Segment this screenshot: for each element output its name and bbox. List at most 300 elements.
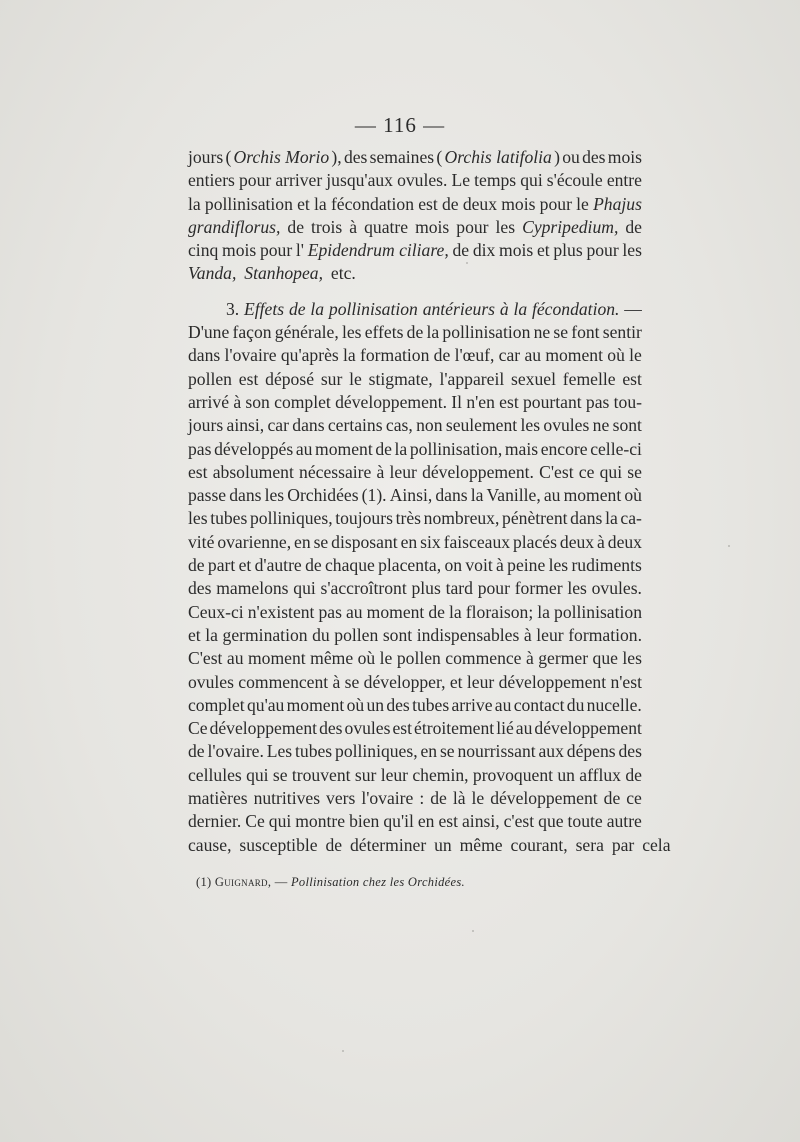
word: les	[341, 322, 362, 343]
word: des	[618, 741, 642, 762]
word: l'	[295, 240, 304, 261]
text-line	[188, 740, 642, 763]
word: Orchidées	[287, 485, 359, 506]
word: à	[233, 391, 242, 412]
word: la	[449, 601, 462, 622]
word: de	[428, 601, 445, 622]
word: pas	[188, 438, 212, 459]
word: par	[611, 834, 635, 855]
word: pour	[238, 170, 272, 191]
word: Effets	[244, 298, 285, 319]
word: où	[607, 345, 625, 366]
word: ),	[331, 147, 342, 167]
word: la	[343, 345, 356, 366]
text-line	[188, 624, 642, 647]
word: développement.	[422, 461, 534, 482]
word: absolument	[212, 461, 294, 482]
word: est	[438, 811, 459, 832]
word: arrive	[451, 694, 493, 715]
word: Le	[451, 170, 471, 191]
word: moment	[545, 345, 603, 366]
text-line	[188, 391, 642, 414]
word: la	[426, 322, 440, 343]
word: vité	[188, 531, 215, 552]
word: là	[452, 788, 466, 809]
word: jours	[188, 147, 224, 167]
word: moment	[286, 694, 345, 715]
word: la	[513, 298, 528, 319]
word: qui	[520, 170, 543, 191]
text-line	[188, 554, 642, 577]
word: les	[264, 485, 285, 506]
word: de	[603, 788, 621, 809]
word: pour	[586, 240, 619, 261]
word: mois	[501, 193, 536, 214]
word: faisceaux	[443, 531, 511, 552]
word: mois	[222, 240, 257, 261]
word: le	[629, 345, 642, 366]
word: Ainsi,	[389, 485, 433, 506]
word: tubes	[210, 508, 248, 529]
word: pour	[456, 216, 489, 237]
word: passe	[188, 485, 227, 506]
word: où	[624, 485, 642, 506]
word: femelle	[562, 368, 616, 389]
word: tou-	[613, 391, 642, 412]
word: en	[420, 741, 438, 762]
word: trouvent	[291, 764, 351, 785]
text-line	[188, 438, 642, 461]
word: Ce	[188, 718, 208, 739]
word: au	[543, 485, 561, 506]
word: les	[622, 240, 642, 261]
word: six	[420, 531, 441, 552]
word: plus	[411, 578, 441, 599]
word: cellules	[188, 764, 242, 785]
word: complet	[274, 391, 331, 412]
word: développement.	[335, 391, 447, 412]
word: provoquent	[472, 764, 554, 785]
word: les	[622, 648, 642, 669]
word: déterminer	[350, 834, 427, 855]
word: autre	[606, 811, 642, 832]
word: sexuel	[511, 368, 556, 389]
word: l'ovaire	[361, 788, 414, 809]
word: Phajus	[593, 193, 642, 214]
word: est	[238, 368, 259, 389]
word: entiers	[188, 170, 235, 191]
word: de	[452, 240, 470, 261]
word: ainsi,	[226, 415, 265, 436]
footnote-author: Guignard,	[214, 875, 272, 889]
word: un	[434, 834, 452, 855]
word: est	[499, 391, 519, 412]
word: formation.	[568, 624, 642, 645]
word: et	[449, 671, 463, 692]
word: jusqu'aux	[326, 170, 393, 191]
word: car	[498, 345, 521, 366]
word: à	[376, 461, 385, 482]
word: lié	[496, 718, 514, 739]
page-number: — 116 —	[354, 113, 446, 137]
word: dans	[435, 485, 468, 506]
footnote-dash: —	[274, 875, 288, 889]
word: s'accroîtront	[320, 578, 407, 599]
word: ainsi,	[462, 811, 500, 832]
text-line	[188, 647, 642, 670]
word: D'une	[188, 322, 230, 343]
word: et	[188, 624, 201, 645]
footnote	[196, 875, 465, 890]
word: Epidendrum ciliare,	[307, 240, 449, 261]
word: des	[188, 578, 212, 599]
word: de	[325, 834, 343, 855]
word: fécondation.	[531, 298, 620, 319]
word: celle-ci	[590, 438, 642, 459]
word: et	[536, 240, 550, 261]
word: de	[441, 193, 459, 214]
word: dans	[229, 485, 262, 506]
word: indispensables	[416, 624, 520, 645]
text-line	[188, 344, 642, 367]
word: moment	[366, 601, 425, 622]
word: n'est	[610, 671, 642, 692]
text-line	[188, 216, 642, 239]
word: du	[566, 694, 585, 715]
word: et	[297, 193, 310, 214]
word: au	[524, 345, 542, 366]
word: l'œuf,	[454, 345, 495, 366]
word: deux	[559, 531, 595, 552]
word: ovules	[543, 415, 590, 436]
word: etc.	[330, 263, 356, 284]
word: mois	[607, 147, 642, 167]
word: pollinisation	[442, 322, 531, 343]
word: des	[319, 718, 343, 739]
word: Cypripedium,	[522, 216, 619, 237]
word: se	[344, 671, 360, 692]
word: le	[379, 648, 393, 669]
word: leur	[389, 461, 417, 482]
word: deux	[462, 193, 498, 214]
word: leur	[380, 764, 409, 785]
word: pénètrent	[502, 508, 568, 529]
word: dix	[472, 240, 496, 261]
word: nourrissant	[457, 741, 536, 762]
word: qui	[293, 578, 316, 599]
word: toute	[567, 811, 603, 832]
word: développement	[534, 718, 642, 739]
word: pollen	[396, 648, 441, 669]
paragraph-gap	[188, 286, 642, 298]
word: (	[436, 147, 443, 167]
word: placenta,	[378, 555, 442, 576]
word: ovarienne,	[217, 531, 292, 552]
word: qui	[599, 461, 623, 482]
word: qu'au	[246, 694, 285, 715]
word: plus	[553, 240, 583, 261]
text-line	[188, 717, 642, 740]
word: sont	[382, 624, 413, 645]
word: cas,	[385, 415, 413, 436]
word: est	[622, 368, 642, 389]
word: nucelle.	[586, 694, 642, 715]
word: quatre	[364, 216, 409, 237]
text-line	[188, 321, 642, 344]
word: pollinisation	[554, 601, 642, 622]
word: pollinisation	[328, 298, 418, 319]
text-line	[188, 484, 642, 507]
word: la	[537, 601, 550, 622]
word: C'est	[188, 648, 223, 669]
word: les	[520, 415, 541, 436]
word: ne	[592, 415, 610, 436]
text-line	[188, 262, 642, 285]
text-line	[188, 368, 642, 391]
word: sont	[612, 415, 642, 436]
word: ovules	[188, 671, 234, 692]
text-line	[188, 694, 642, 717]
word: former	[514, 578, 563, 599]
word: qui	[246, 764, 269, 785]
word: se	[439, 741, 455, 762]
word: façon	[232, 322, 272, 343]
word: nutritives	[253, 788, 321, 809]
word: d'autre	[254, 555, 302, 576]
word: le	[576, 193, 589, 214]
word: sur	[354, 764, 377, 785]
word: trois	[311, 216, 343, 237]
word: formation	[360, 345, 430, 366]
word: ne	[533, 322, 551, 343]
word: nombreux,	[423, 508, 500, 529]
word: rudiments	[571, 555, 642, 576]
word: qu'après	[280, 345, 339, 366]
word: la	[205, 624, 218, 645]
word: développement	[209, 718, 318, 739]
word: où	[357, 648, 376, 669]
text-line	[188, 169, 642, 192]
word: cause,	[188, 834, 232, 855]
word: pollen	[188, 368, 232, 389]
word: courant,	[510, 834, 568, 855]
word: antérieurs	[422, 298, 496, 319]
word: cela	[642, 834, 671, 855]
word: C'est	[539, 461, 574, 482]
word: s'écoule	[546, 170, 603, 191]
word: bien	[349, 811, 380, 832]
body-text	[188, 146, 671, 857]
word: commencent	[238, 671, 329, 692]
word: les	[188, 508, 208, 529]
word: encore	[540, 438, 588, 459]
word: à	[523, 624, 532, 645]
word: ou	[562, 147, 580, 167]
word: les	[495, 216, 516, 237]
word: développer,	[363, 671, 446, 692]
text-line	[188, 193, 642, 216]
word: est	[188, 461, 208, 482]
word: ovules	[344, 718, 391, 739]
word: afflux	[579, 764, 621, 785]
word: moment	[315, 438, 373, 459]
word: tubes	[412, 694, 450, 715]
word: l'ovaire	[224, 345, 277, 366]
word: le	[471, 788, 485, 809]
word: jours	[188, 415, 224, 436]
word: :	[419, 788, 425, 809]
word: part	[207, 555, 236, 576]
word: des	[582, 147, 606, 167]
text-line	[188, 414, 642, 437]
text-line	[188, 239, 642, 262]
word: tubes	[295, 741, 333, 762]
word: semaines	[369, 147, 435, 167]
word: en	[417, 811, 435, 832]
word: pollinisation	[204, 193, 293, 214]
word: dans	[292, 415, 325, 436]
word: vers	[326, 788, 356, 809]
word: ovules.	[397, 170, 448, 191]
word: voit	[465, 555, 493, 576]
word: la	[394, 438, 408, 459]
paper-speck	[342, 1050, 344, 1052]
text-line	[188, 810, 642, 833]
word: l'appareil	[439, 368, 505, 389]
word: développement	[490, 788, 598, 809]
word: pourtant	[523, 391, 582, 412]
word: ca-	[620, 508, 642, 529]
word: grandiflorus,	[188, 216, 281, 237]
word: générale,	[274, 322, 339, 343]
word: commence	[445, 648, 522, 669]
word: moment	[248, 648, 306, 669]
word: c'est	[503, 811, 535, 832]
footnote-title: Pollinisation chez les Orchidées.	[290, 875, 465, 889]
word: certains	[327, 415, 383, 436]
word: pour	[539, 193, 572, 214]
text-line	[188, 577, 642, 600]
word: tard	[445, 578, 473, 599]
text-line	[188, 298, 642, 321]
word: à	[496, 555, 504, 576]
word: montre	[295, 811, 346, 832]
word: 3.	[226, 298, 240, 319]
word: chemin,	[412, 764, 469, 785]
word: la	[470, 485, 484, 506]
word: est	[418, 193, 438, 214]
word: fécondation	[330, 193, 414, 214]
word: entre	[606, 170, 642, 191]
word: le	[349, 368, 362, 389]
word: arrivé	[188, 391, 230, 412]
word: l'ovaire.	[207, 741, 264, 762]
paper-speck	[728, 545, 730, 547]
word: se	[553, 322, 569, 343]
word: développés	[214, 438, 294, 459]
word: polliniques,	[250, 508, 333, 529]
word: pollinisation,	[409, 438, 503, 459]
word: un	[557, 764, 575, 785]
text-line	[188, 834, 671, 857]
word: polliniques,	[335, 741, 418, 762]
word: seulement	[445, 415, 518, 436]
word: leur	[466, 671, 495, 692]
word: au	[226, 648, 244, 669]
word: cinq	[188, 240, 219, 261]
word: temps	[474, 170, 517, 191]
text-line	[188, 146, 642, 169]
paper-speck	[472, 930, 474, 932]
word: au	[346, 601, 363, 622]
word: dépens	[566, 741, 616, 762]
word: en	[294, 531, 311, 552]
word: n'existent	[247, 601, 315, 622]
word: toujours	[335, 508, 393, 529]
word: ce	[578, 461, 595, 482]
word: moment	[563, 485, 622, 506]
word: au	[494, 694, 512, 715]
word: mois	[415, 216, 450, 237]
word: leur	[536, 624, 564, 645]
word: même	[459, 834, 503, 855]
text-line	[188, 671, 642, 694]
word: mais	[504, 438, 539, 459]
word: dans	[188, 345, 221, 366]
word: la	[310, 298, 325, 319]
word: de	[287, 216, 304, 237]
word: la	[188, 193, 201, 214]
word: n'en	[466, 391, 495, 412]
word: dans	[570, 508, 603, 529]
word: des	[386, 694, 410, 715]
word: se	[313, 531, 329, 552]
word: Orchis latifolia	[444, 147, 552, 167]
word: où	[346, 694, 365, 715]
word: Stanhopea,	[244, 263, 323, 284]
word: arriver	[275, 170, 323, 191]
word: en	[400, 531, 418, 552]
word: susceptible	[239, 834, 318, 855]
word: Vanille,	[486, 485, 541, 506]
word: qu'il	[383, 811, 414, 832]
word: sur	[320, 368, 343, 389]
word: aux	[538, 741, 564, 762]
word: la	[314, 193, 327, 214]
text-line	[188, 531, 642, 554]
word: très	[395, 508, 421, 529]
word: des	[343, 147, 368, 167]
word: de	[625, 764, 642, 785]
word: ovules.	[591, 578, 642, 599]
word: stigmate,	[368, 368, 433, 389]
word: que	[538, 811, 564, 832]
word: de	[188, 741, 205, 762]
word: chaque	[324, 555, 375, 576]
word: développement	[498, 671, 607, 692]
word: à	[499, 298, 509, 319]
word: Il	[451, 391, 463, 412]
word: Ce	[245, 811, 265, 832]
word: Ceux-ci	[188, 601, 244, 622]
word: de	[375, 438, 392, 459]
word: de	[305, 555, 322, 576]
word: que	[592, 648, 618, 669]
word: Vanda,	[188, 263, 237, 284]
word: étroitement	[414, 718, 495, 739]
word: à	[349, 216, 358, 237]
word: du	[312, 624, 330, 645]
